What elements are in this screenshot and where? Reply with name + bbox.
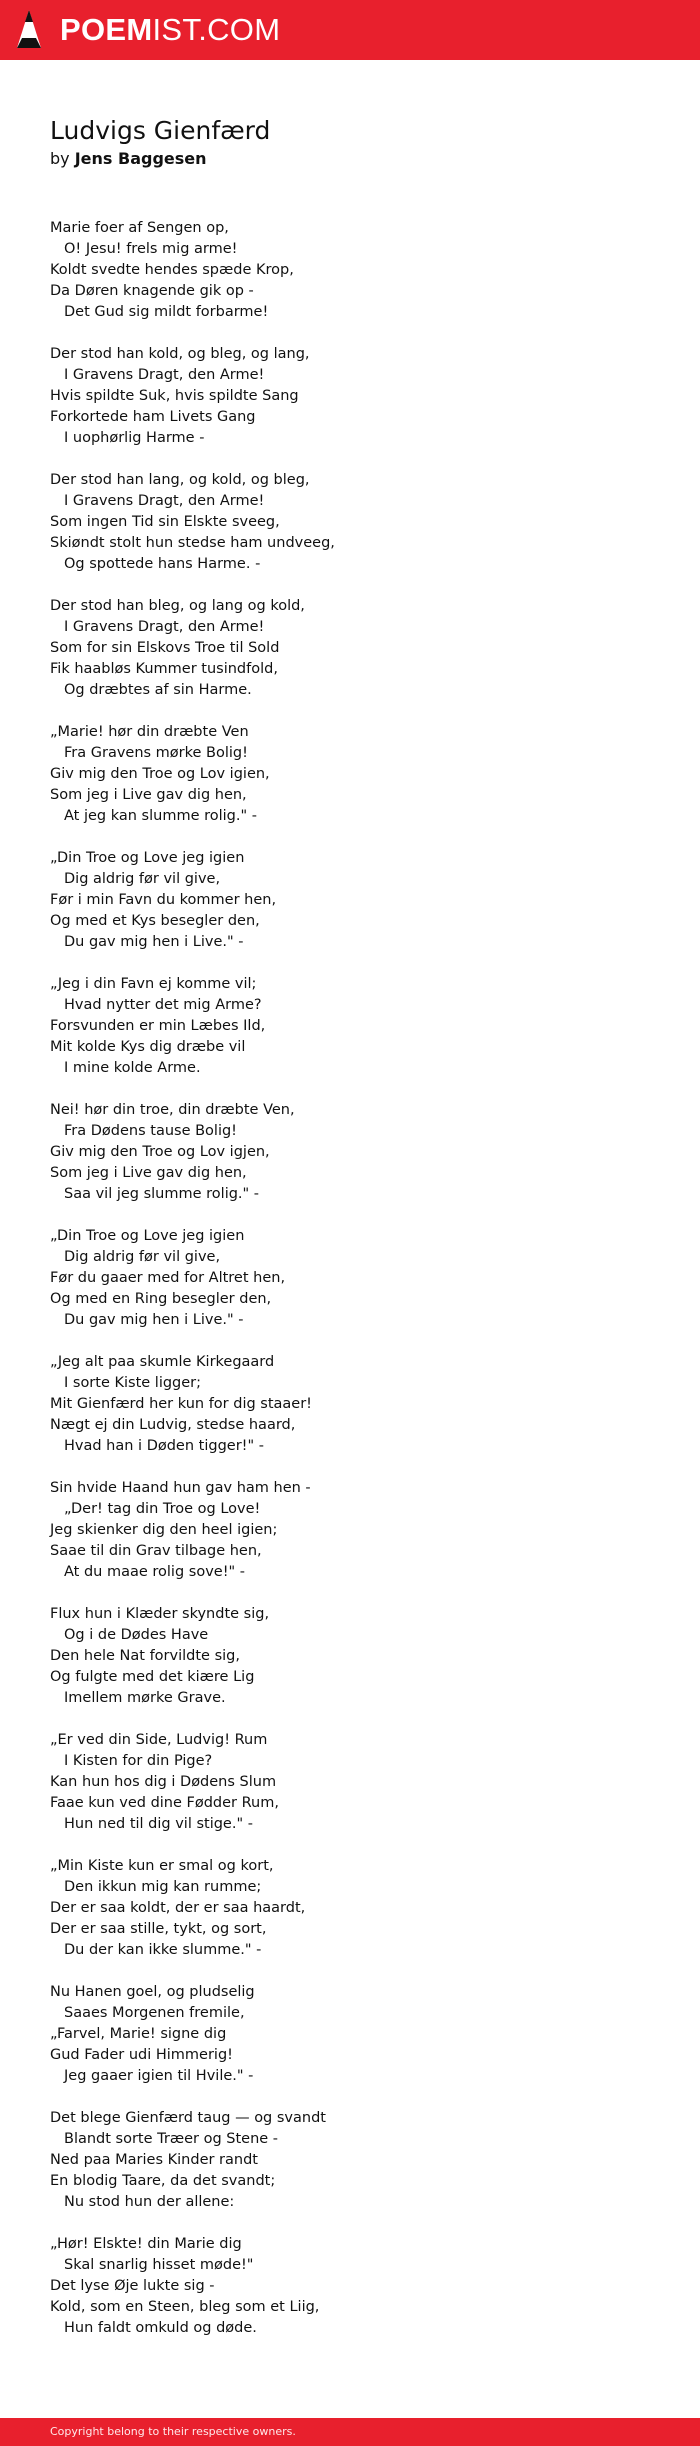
poem-body: [50, 218, 670, 2360]
poem-line: Den hele Nat forvildte sig,: [50, 1648, 240, 1664]
poem-line: I Kisten for din Pige?: [64, 1753, 213, 1769]
logo-light-text: IST.COM: [152, 12, 281, 47]
poem-line: Nu Hanen goel, og pludselig: [50, 1984, 255, 2000]
pencil-tip-icon[interactable]: [14, 8, 44, 52]
poem-line: Som jeg i Live gav dig hen,: [50, 787, 247, 803]
poem-line: Nægt ej din Ludvig, stedse haard,: [50, 1417, 296, 1433]
poem-stanza: [50, 974, 670, 1079]
poem-stanza: [50, 1478, 670, 1583]
poem-line: Nei! hør din troe, din dræbte Ven,: [50, 1102, 295, 1118]
byline: [50, 148, 207, 170]
poem-line: Forsvunden er min Læbes Ild,: [50, 1018, 266, 1034]
poem-line: Der er saa koldt, der er saa haardt,: [50, 1900, 306, 1916]
poem-line: I uophørlig Harme -: [64, 430, 205, 446]
poem-line: Og i de Dødes Have: [64, 1627, 209, 1643]
poem-line: Flux hun i Klæder skyndte sig,: [50, 1606, 270, 1622]
poem-line: Blandt sorte Træer og Stene -: [64, 2131, 279, 2147]
poem-line: Giv mig den Troe og Lov igien,: [50, 766, 270, 782]
poem-line: Det Gud sig mildt forbarme!: [64, 304, 269, 320]
poem-line: „Jeg i din Favn ej komme vil;: [50, 976, 257, 992]
copyright-notice: Copyright belong to their respective owners.: [50, 2425, 296, 2438]
poem-stanza: [50, 1856, 670, 1961]
poem-line: Jeg gaaer igien til Hvile." -: [64, 2068, 254, 2084]
poem-line: Mit kolde Kys dig dræbe vil: [50, 1039, 246, 1055]
poem-line: Ned paa Maries Kinder randt: [50, 2152, 258, 2168]
poem-stanza: [50, 1730, 670, 1835]
poem-line: Den ikkun mig kan rumme;: [64, 1879, 262, 1895]
poem-line: Der stod han bleg, og lang og kold,: [50, 598, 305, 614]
poem-line: Og med en Ring besegler den,: [50, 1291, 272, 1307]
poem-line: Gud Fader udi Himmerig!: [50, 2047, 233, 2063]
poem-line: „Din Troe og Love jeg igien: [50, 850, 245, 866]
poem-line: Nu stod hun der allene:: [64, 2194, 235, 2210]
poem-stanza: [50, 2108, 670, 2213]
poem-stanza: [50, 1100, 670, 1205]
poem-line: Saa vil jeg slumme rolig." -: [64, 1186, 260, 1202]
poem-line: Fik haabløs Kummer tusindfold,: [50, 661, 278, 677]
poem-line: Hvis spildte Suk, hvis spildte Sang: [50, 388, 299, 404]
poem-line: Du gav mig hen i Live." -: [64, 934, 244, 950]
poem-line: Kold, som en Steen, bleg som et Liig,: [50, 2299, 320, 2315]
poem-line: Du der kan ikke slumme." -: [64, 1942, 262, 1958]
poem-line: Og fulgte med det kiære Lig: [50, 1669, 255, 1685]
poem-line: Skal snarlig hisset møde!": [64, 2257, 254, 2273]
site-logo[interactable]: [60, 13, 280, 47]
poem-stanza: [50, 344, 670, 449]
poem-stanza: [50, 470, 670, 575]
poem-title: Ludvigs Gienfærd: [50, 116, 271, 145]
poem-line: En blodig Taare, da det svandt;: [50, 2173, 276, 2189]
poem-stanza: [50, 1982, 670, 2087]
poem-line: Dig aldrig før vil give,: [64, 871, 221, 887]
poem-line: Dig aldrig før vil give,: [64, 1249, 221, 1265]
poem-line: Og spottede hans Harme. -: [64, 556, 261, 572]
poem-stanza: [50, 722, 670, 827]
poem-line: „Farvel, Marie! signe dig: [50, 2026, 227, 2042]
poem-line: O! Jesu! frels mig arme!: [64, 241, 238, 257]
poem-line: Hvad han i Døden tigger!" -: [64, 1438, 264, 1454]
poem-line: Imellem mørke Grave.: [64, 1690, 226, 1706]
poem-line: Skiøndt stolt hun stedse ham undveeg,: [50, 535, 335, 551]
poem-line: Forkortede ham Livets Gang: [50, 409, 256, 425]
poem-line: I Gravens Dragt, den Arme!: [64, 619, 265, 635]
poem-line: Kan hun hos dig i Dødens Slum: [50, 1774, 277, 1790]
poem-line: Der er saa stille, tykt, og sort,: [50, 1921, 267, 1937]
poem-line: Fra Dødens tause Bolig!: [64, 1123, 237, 1139]
poem-line: Og dræbtes af sin Harme.: [64, 682, 252, 698]
poem-line: At du maae rolig sove!" -: [64, 1564, 246, 1580]
poem-line: Du gav mig hen i Live." -: [64, 1312, 244, 1328]
poem-line: I Gravens Dragt, den Arme!: [64, 367, 265, 383]
poem-line: Det lyse Øje lukte sig -: [50, 2278, 215, 2294]
poem-stanza: [50, 1352, 670, 1457]
poem-stanza: [50, 848, 670, 953]
poem-line: Og med et Kys besegler den,: [50, 913, 260, 929]
poem-line: Faae kun ved dine Fødder Rum,: [50, 1795, 279, 1811]
poem-line: Før du gaaer med for Altret hen,: [50, 1270, 286, 1286]
poem-line: Koldt svedte hendes spæde Krop,: [50, 262, 294, 278]
poem-line: Før i min Favn du kommer hen,: [50, 892, 277, 908]
poem-line: „Hør! Elskte! din Marie dig: [50, 2236, 242, 2252]
poem-stanza: [50, 596, 670, 701]
site-header: [0, 0, 700, 60]
poem-line: I mine kolde Arme.: [64, 1060, 201, 1076]
poem-line: I Gravens Dragt, den Arme!: [64, 493, 265, 509]
poem-line: Sin hvide Haand hun gav ham hen -: [50, 1480, 311, 1496]
poem-stanza: [50, 2234, 670, 2339]
poem-stanza: [50, 218, 670, 323]
poem-line: Saae til din Grav tilbage hen,: [50, 1543, 262, 1559]
poem-line: „Jeg alt paa skumle Kirkegaard: [50, 1354, 275, 1370]
poem-line: Fra Gravens mørke Bolig!: [64, 745, 248, 761]
poem-line: Hun faldt omkuld og døde.: [64, 2320, 257, 2336]
poem-line: Marie foer af Sengen op,: [50, 220, 229, 236]
poem-line: Hun ned til dig vil stige." -: [64, 1816, 253, 1832]
poem-line: Som jeg i Live gav dig hen,: [50, 1165, 247, 1181]
logo-bold-text: POEM: [60, 12, 153, 47]
poem-line: „Er ved din Side, Ludvig! Rum: [50, 1732, 268, 1748]
poem-line: Som for sin Elskovs Troe til Sold: [50, 640, 280, 656]
poem-line: I sorte Kiste ligger;: [64, 1375, 202, 1391]
poem-line: Det blege Gienfærd taug — og svandt: [50, 2110, 326, 2126]
poem-line: Jeg skienker dig den heel igien;: [50, 1522, 278, 1538]
poem-line: Da Døren knagende gik op -: [50, 283, 254, 299]
poem-line: Saaes Morgenen fremile,: [64, 2005, 245, 2021]
poem-line: Mit Gienfærd her kun for dig staaer!: [50, 1396, 312, 1412]
poem-line: „Marie! hør din dræbte Ven: [50, 724, 249, 740]
byline-prefix: by: [50, 149, 70, 168]
poem-line: „Min Kiste kun er smal og kort,: [50, 1858, 274, 1874]
poem-line: Hvad nytter det mig Arme?: [64, 997, 262, 1013]
poem-line: Der stod han kold, og bleg, og lang,: [50, 346, 310, 362]
poem-stanza: [50, 1226, 670, 1331]
site-footer: [0, 2418, 700, 2446]
poem-line: Der stod han lang, og kold, og bleg,: [50, 472, 310, 488]
poem-line: Som ingen Tid sin Elskte sveeg,: [50, 514, 280, 530]
poem-line: „Der! tag din Troe og Love!: [64, 1501, 261, 1517]
poem-line: At jeg kan slumme rolig." -: [64, 808, 257, 824]
poem-line: „Din Troe og Love jeg igien: [50, 1228, 245, 1244]
author-name[interactable]: Jens Baggesen: [74, 149, 207, 168]
poem-stanza: [50, 1604, 670, 1709]
poem-line: Giv mig den Troe og Lov igjen,: [50, 1144, 270, 1160]
